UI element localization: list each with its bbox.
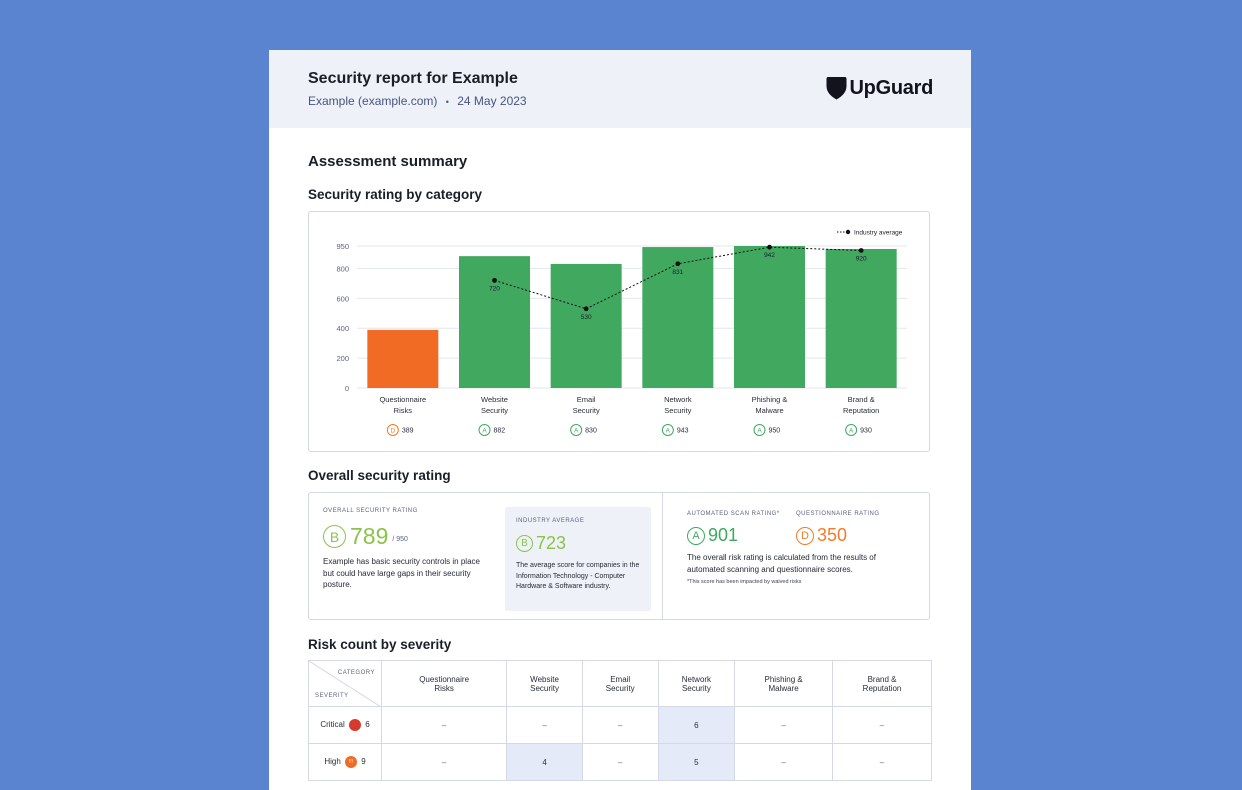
severity-count: 9 [361,757,366,767]
risk-cell: – [582,744,658,781]
critical-severity-icon [349,719,361,731]
questionnaire-score: 350 [817,525,848,545]
corner-severity-label: SEVERITY [315,693,349,699]
column-header-website-security: Website Security [507,661,583,707]
x-tick-label: Email [576,395,596,404]
report-header [269,50,971,128]
questionnaire-rating-value [796,525,847,546]
overall-rating-heading: Overall security rating [308,468,451,483]
questionnaire-rating-label: QUESTIONNAIRE RATING [796,511,880,517]
column-header-email-security: Email Security [582,661,658,707]
industry-average-point [584,306,589,311]
bar [826,249,897,388]
overall-score-max: / 950 [392,536,408,543]
severity-high [309,744,382,781]
overall-score: 789 [350,523,389,549]
grade-d-icon: D [796,527,814,545]
risk-cell: – [735,744,833,781]
risk-count-table [308,660,932,781]
risk-cell: – [735,707,833,744]
category-rating-heading: Security rating by category [308,187,483,202]
report-separator: • [445,97,449,107]
column-header-questionnaire-risks: Questionnaire Risks [382,661,507,707]
automated-scan-label: AUTOMATED SCAN RATING* [687,511,780,517]
y-tick-label: 200 [336,354,349,364]
x-tick-label: Reputation [843,406,880,415]
report-date: 24 May 2023 [457,94,527,108]
bar [459,256,530,388]
industry-average-label: 831 [672,268,684,276]
industry-average-label: 530 [580,313,592,321]
column-header-brand-reputation: Brand & Reputation [833,661,932,707]
x-tick-label: Questionnaire [379,395,427,404]
grade-b-icon: B [516,535,533,552]
grade-letter: A [757,427,762,435]
data-label: 882 [493,427,506,435]
industry-average-score: 723 [536,533,567,553]
category-bar-chart [309,212,929,451]
industry-average-value [516,533,566,554]
industry-average-label: 920 [855,255,867,263]
industry-average-label: INDUSTRY AVERAGE [516,518,585,524]
industry-average-point [675,261,680,266]
brand-name: UpGuard [849,76,933,99]
automated-scan-value [687,525,738,546]
overall-rating-value [323,523,408,550]
risk-row-high [309,744,932,781]
grade-letter: A [482,427,487,435]
risk-cell: – [833,707,932,744]
report-company: Example (example.com) [308,94,438,108]
automated-scan-score: 901 [708,525,739,545]
high-severity-icon: !!! [345,756,357,768]
risk-cell: – [833,744,932,781]
report-page [269,50,971,790]
grade-letter: A [848,427,854,435]
bar [367,330,438,388]
x-tick-label: Brand & [847,395,875,404]
severity-count: 6 [365,720,370,730]
industry-average-label: 942 [764,252,775,260]
x-tick-label: Security [572,406,600,415]
y-tick-label: 0 [344,384,349,393]
category-chart-card [308,211,930,452]
bar [734,246,805,388]
corner-category-label: CATEGORY [337,670,375,676]
y-tick-label: 600 [336,294,349,304]
report-subtitle [308,94,527,108]
report-title: Security report for Example [308,70,518,87]
risk-row-critical [309,707,932,744]
y-tick-label: 400 [336,324,349,334]
panel-divider [662,493,663,619]
severity-critical [309,707,382,744]
risk-cell: – [507,707,583,744]
risk-cell: – [382,744,507,781]
severity-label: High [324,757,341,767]
grade-a-icon: A [687,527,705,545]
shield-logo-icon [826,76,847,100]
bar [551,264,622,388]
data-label: 389 [401,427,414,435]
data-label: 930 [860,427,872,435]
x-tick-label: Network [664,395,692,404]
overall-rating-label: OVERALL SECURITY RATING [323,508,418,514]
risk-count-heading: Risk count by severity [308,637,452,652]
industry-average-point [767,245,772,250]
risk-cell: – [582,707,658,744]
y-tick-label: 950 [336,242,349,251]
data-label: 830 [585,427,597,435]
risk-table-header-row [309,661,932,707]
x-tick-label: Malware [755,406,784,415]
legend-marker [846,230,850,234]
severity-label: Critical [320,720,345,730]
waived-risks-footnote: *This score has been impacted by waived risks [687,579,802,585]
x-tick-label: Risks [393,406,413,415]
industry-average-point [859,248,864,253]
data-label: 943 [676,427,689,435]
upguard-logo [826,76,933,100]
x-tick-label: Security [480,406,509,415]
industry-average-description: The average score for companies in the Information Technology - Computer Hardware & Software industry. [516,562,640,590]
risk-cell: 6 [658,707,735,744]
column-header-phishing-malware: Phishing & Malware [735,661,833,707]
overall-rating-description: Example has basic security controls in place but could have large gaps in their security posture. [323,557,480,589]
grade-letter: D [390,427,396,435]
overall-rating-card [308,492,930,620]
risk-cell: – [382,707,507,744]
grade-letter: A [665,427,671,435]
risk-table-corner [309,661,382,707]
assessment-summary-heading: Assessment summary [308,153,468,170]
risk-cell: 4 [507,744,583,781]
industry-average-point [492,278,497,283]
grade-letter: A [573,427,579,435]
column-header-network-security: Network Security [658,661,735,707]
combined-rating-description: The overall risk rating is calculated from the results of automated scanning and questionnaire scores. [687,553,876,574]
y-tick-label: 800 [336,264,349,274]
data-label: 950 [768,427,781,435]
legend-label: Industry average [854,229,903,237]
risk-cell: 5 [658,744,735,781]
x-tick-label: Phishing & [751,395,788,404]
x-tick-label: Website [481,395,508,404]
corner-diagonal [309,661,381,707]
x-tick-label: Security [664,406,692,415]
grade-b-icon: B [323,525,346,548]
industry-average-panel [505,507,651,611]
industry-average-label: 720 [489,285,500,293]
